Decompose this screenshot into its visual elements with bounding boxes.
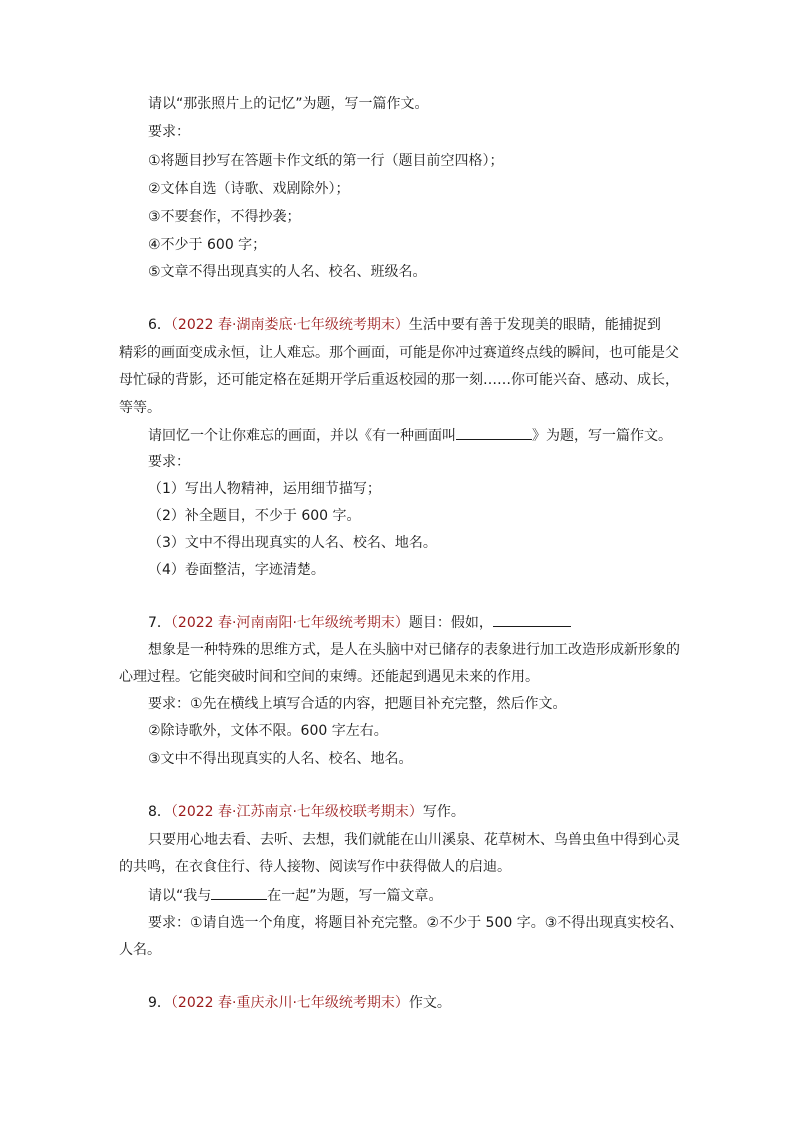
intro-requirement: ①将题目抄写在答题卡作文纸的第一行（题目前空四格）；	[148, 153, 504, 169]
question-number: 9．	[148, 995, 171, 1011]
question-7-header	[148, 612, 571, 633]
question-source: （2022 春·重庆永川·七年级统考期末）	[170, 995, 409, 1011]
intro-requirements-title: 要求：	[148, 124, 190, 140]
question-number: 7．	[148, 615, 171, 631]
question-source: （2022 春·湖南娄底·七年级统考期末）	[170, 317, 409, 333]
question-6-text-line: 母忙碌的背影，还可能定格在延期开学后重返校园的那一刻……你可能兴奋、感动、成长，	[119, 372, 679, 388]
fill-in-blank	[493, 612, 571, 627]
question-8-prompt: 请以“我与 在一起”为题，写一篇文章。	[148, 885, 443, 906]
question-6-requirement: （4）卷面整洁，字迹清楚。	[148, 562, 325, 578]
question-7-text-line: 心理过程。它能突破时间和空间的束缚。还能起到遇见未来的作用。	[119, 669, 539, 685]
question-title: 题目：假如，	[408, 615, 493, 631]
question-6-text-line: 精彩的画面变成永恒，让人难忘。那个画面，可能是你冲过赛道终点线的瞬间，也可能是父	[119, 345, 679, 361]
question-text: 作文。	[408, 995, 451, 1011]
question-7-text-line: 想象是一种特殊的思维方式，是人在头脑中对已储存的表象进行加工改造形成新形象的	[148, 642, 680, 658]
question-8-requirement: 人名。	[119, 942, 161, 958]
intro-prompt: 请以“那张照片上的记忆”为题，写一篇作文。	[148, 96, 429, 112]
question-6-requirement: （3）文中不得出现真实的人名、校名、地名。	[148, 535, 437, 551]
question-6-text-line: 等等。	[119, 400, 161, 416]
question-9-header	[148, 993, 451, 1013]
intro-requirement: ⑤文章不得出现真实的人名、校名、班级名。	[148, 264, 427, 280]
question-6-prompt: 请回忆一个让你难忘的画面，并以《有一种画面叫 》为题，写一篇作文。	[148, 425, 672, 446]
question-source: （2022 春·河南南阳·七年级统考期末）	[170, 615, 409, 631]
intro-requirement: ③不要套作，不得抄袭；	[148, 209, 301, 225]
intro-requirement: ②文体自选（诗歌、戏剧除外）；	[148, 181, 350, 197]
question-6-requirement: （2）补全题目，不少于 600 字。	[148, 508, 361, 524]
question-number: 6．	[148, 317, 171, 333]
intro-requirement: ④不少于 600 字；	[148, 237, 267, 253]
question-number: 8．	[148, 804, 171, 820]
question-source: （2022 春·江苏南京·七年级校联考期末）	[170, 804, 423, 820]
question-6-requirement: （1）写出人物精神，运用细节描写；	[148, 481, 381, 497]
question-7-requirement: ②除诗歌外，文体不限。600 字左右。	[148, 723, 388, 739]
question-8-text-line: 只要用心地去看、去听、去想，我们就能在山川溪泉、花草树木、鸟兽虫鱼中得到心灵	[148, 832, 680, 848]
question-text: 写作。	[422, 804, 465, 820]
question-6-requirements-title: 要求：	[148, 454, 190, 470]
question-8-text-line: 的共鸣，在衣食住行、待人接物、阅读写作中获得做人的启迪。	[119, 859, 511, 875]
question-text: 生活中要有善于发现美的眼睛，能捕捉到	[408, 317, 661, 333]
question-8-requirement: 要求：①请自选一个角度，将题目补充完整。②不少于 500 字。③不得出现真实校名、	[148, 915, 684, 931]
fill-in-blank	[456, 425, 532, 440]
fill-in-blank	[211, 885, 267, 900]
question-7-requirement: 要求：①先在横线上填写合适的内容，把题目补充完整，然后作文。	[148, 696, 567, 712]
question-8-header	[148, 802, 465, 822]
question-7-requirement: ③文中不得出现真实的人名、校名、地名。	[148, 751, 413, 767]
question-6-header	[148, 315, 661, 335]
